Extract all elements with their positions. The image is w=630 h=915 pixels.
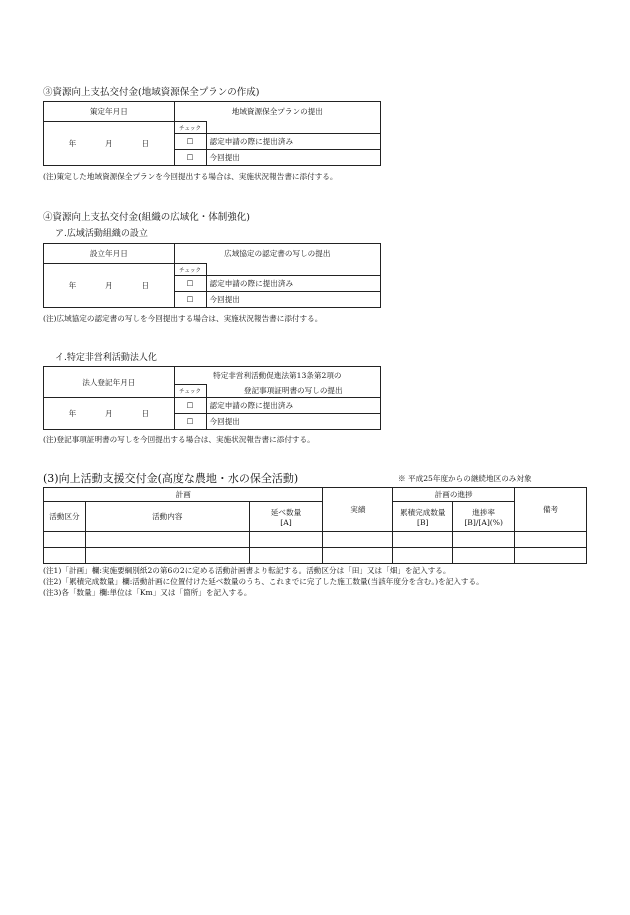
date-header: 設立年月日	[44, 244, 175, 264]
checkbox-this-time[interactable]: ☐	[174, 292, 206, 308]
section-4a-note: (注)広域協定の認定書の写しを今回提出する場合は、実施状況報告書に添付する。	[43, 314, 323, 323]
date-day-label: 日	[141, 139, 150, 148]
date-field[interactable]	[44, 122, 175, 166]
footnote-1: (注1)「計画」欄:実施要綱別紙2の第6の2に定める活動計画書より転記する。活動区分は「田」又は「畑」を記入する。	[43, 566, 451, 575]
col-cumulative-line2: [B]	[416, 517, 429, 527]
date-month-label: 月	[105, 281, 113, 290]
date-day-label: 日	[141, 281, 150, 290]
date-header: 法人登記年月日	[44, 367, 175, 398]
table-row	[44, 532, 587, 548]
date-day-label: 日	[141, 409, 150, 418]
section-4a-table	[43, 243, 381, 308]
footnote-3: (注3)各「数量」欄:単位は「Km」又は「箇所」を記入する。	[43, 588, 252, 597]
footnote-2: (注2)「累積完成数量」欄:活動計画に位置付けた延べ数量のうち、これまでに完了した施工数量(当該年度分を含む。)を記入する。	[43, 577, 484, 586]
progress-header: 計画の進捗	[393, 488, 515, 502]
col-quantity-line1: 延べ数量	[270, 507, 302, 517]
checkbox-this-time[interactable]: ☐	[174, 414, 206, 430]
date-field[interactable]	[44, 398, 175, 430]
col-quantity	[249, 502, 323, 532]
date-month-label: 月	[105, 409, 113, 418]
registry-submit-header-line2: 登記事項証明書の写しの提出	[206, 385, 380, 398]
date-year-label: 年	[68, 409, 77, 418]
col-category: 活動区分	[44, 502, 86, 532]
plan-header: 計画	[44, 488, 323, 502]
section-3-table	[43, 101, 381, 166]
option-this-time-label: 今回提出	[206, 150, 380, 166]
registry-submit-header-line1: 特定非営利活動促進法第13条第2項の	[174, 367, 380, 385]
date-year-label: 年	[68, 139, 77, 148]
activity-table	[43, 487, 587, 564]
option-this-time-label: 今回提出	[206, 414, 380, 430]
checkbox-submitted[interactable]: ☐	[174, 134, 206, 150]
section-3-note: (注)策定した地域資源保全プランを今回提出する場合は、実施状況報告書に添付する。	[43, 172, 338, 181]
check-label: チェック	[174, 264, 206, 276]
col-rate	[453, 502, 515, 532]
section-4-heading: ④資源向上支払交付金(組織の広域化・体制強化)	[43, 212, 250, 223]
option-this-time-label: 今回提出	[206, 292, 380, 308]
checkbox-this-time[interactable]: ☐	[174, 150, 206, 166]
option-submitted-label: 認定申請の際に提出済み	[206, 134, 380, 150]
date-header: 策定年月日	[44, 102, 175, 122]
section-4b-table	[43, 366, 381, 430]
checkbox-submitted[interactable]: ☐	[174, 398, 206, 414]
section-4b-note: (注)登記事項証明書の写しを今回提出する場合は、実施状況報告書に添付する。	[43, 435, 315, 444]
section-4a-title: ア.広域活動組織の設立	[55, 229, 148, 239]
col-cumulative-line1: 累積完成数量	[399, 507, 446, 517]
option-submitted-label: 認定申請の際に提出済み	[206, 276, 380, 292]
date-field[interactable]	[44, 264, 175, 308]
certificate-submit-header: 広域協定の認定書の写しの提出	[174, 244, 380, 264]
table-row	[44, 548, 587, 564]
date-month-label: 月	[105, 139, 113, 148]
col-quantity-line2: [A]	[280, 517, 292, 527]
option-submitted-label: 認定申請の際に提出済み	[206, 398, 380, 414]
check-label: チェック	[174, 385, 206, 398]
plan-submit-header: 地域資源保全プランの提出	[174, 102, 380, 122]
date-year-label: 年	[68, 281, 77, 290]
col-content: 活動内容	[85, 502, 249, 532]
section-3-support-heading: (3)向上活動支援交付金(高度な農地・水の保全活動)	[43, 472, 299, 485]
remarks-header: 備考	[515, 488, 587, 532]
section-4b-title: イ.特定非営利活動法人化	[55, 353, 157, 363]
col-cumulative	[393, 502, 453, 532]
col-rate-line1: 進捗率	[472, 507, 496, 517]
checkbox-submitted[interactable]: ☐	[174, 276, 206, 292]
section-3-heading: ③資源向上支払交付金(地域資源保全プランの作成)	[43, 87, 260, 98]
col-rate-line2: [B]/[A](%)	[464, 517, 503, 527]
actual-header: 実績	[323, 488, 393, 532]
continuation-note: ※ 平成25年度からの継続地区のみ対象	[398, 474, 532, 483]
check-label: チェック	[174, 122, 206, 134]
